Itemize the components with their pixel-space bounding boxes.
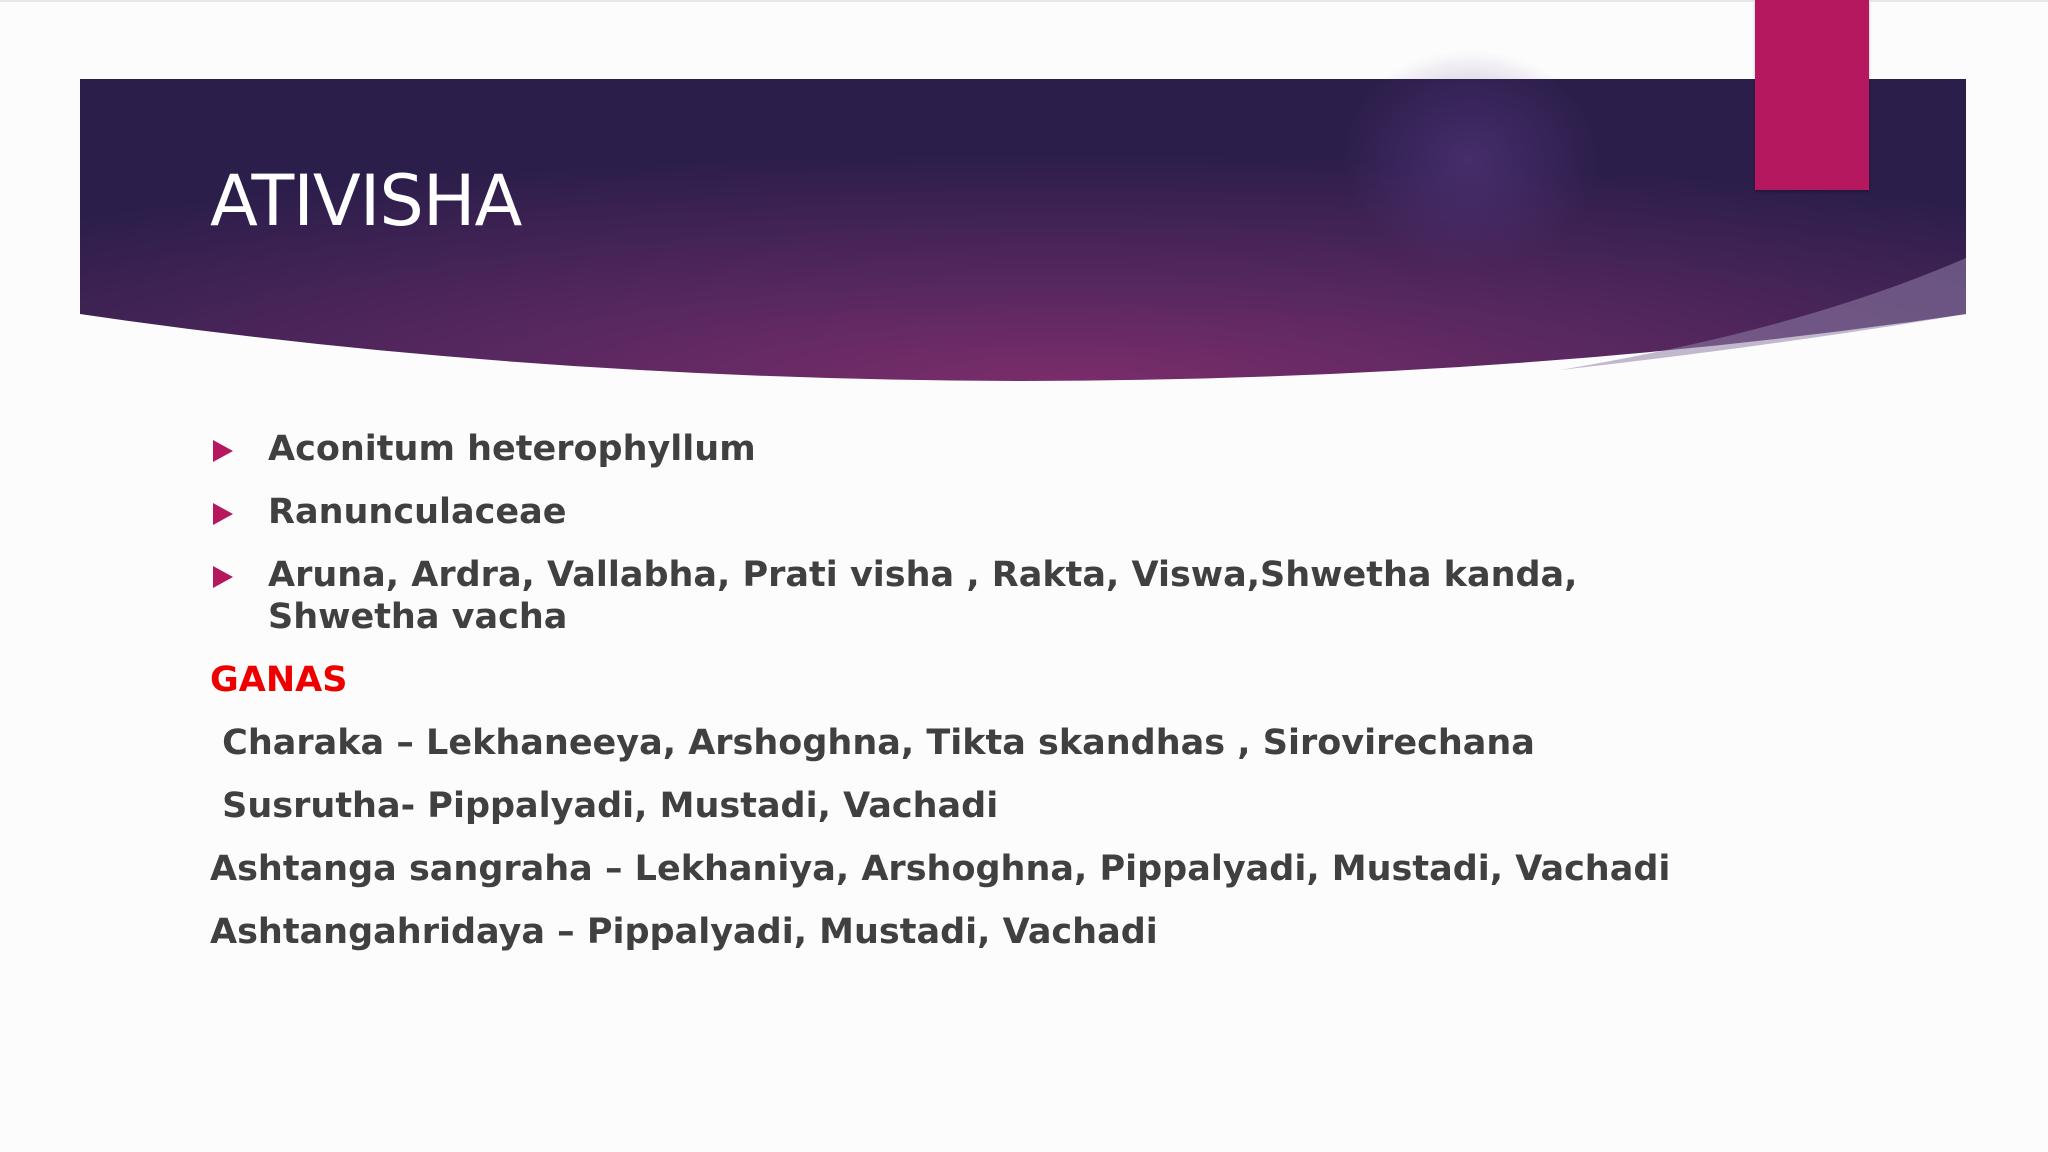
triangle-right-icon xyxy=(213,566,233,588)
bullet-item xyxy=(210,554,1710,638)
gana-line-susrutha: Susrutha- Pippalyadi, Mustadi, Vachadi xyxy=(210,786,999,826)
gana-line-ashtanga-sangraha: Ashtanga sangraha – Lekhaniya, Arshoghna, Pippalyadi, Mustadi, Vachadi xyxy=(210,849,1671,889)
bullet-text: Aruna, Ardra, Vallabha, Prati visha , Rakta, Viswa,Shwetha kanda, Shwetha vacha xyxy=(268,555,1578,637)
slide-title: ATIVISHA xyxy=(210,160,522,242)
slide-body xyxy=(210,428,1710,974)
triangle-right-icon xyxy=(213,440,233,462)
bullet-item xyxy=(210,491,1710,533)
accent-tab xyxy=(1755,0,1869,190)
triangle-right-icon xyxy=(213,503,233,525)
bullet-item xyxy=(210,428,1710,470)
ganas-heading: GANAS xyxy=(210,660,348,700)
bullet-text: Aconitum heterophyllum xyxy=(268,429,756,469)
gana-line-ashtangahridaya: Ashtangahridaya – Pippalyadi, Mustadi, Vachadi xyxy=(210,912,1158,952)
bullet-text: Ranunculaceae xyxy=(268,492,567,532)
gana-line-charaka: Charaka – Lekhaneeya, Arshoghna, Tikta skandhas , Sirovirechana xyxy=(210,723,1535,763)
